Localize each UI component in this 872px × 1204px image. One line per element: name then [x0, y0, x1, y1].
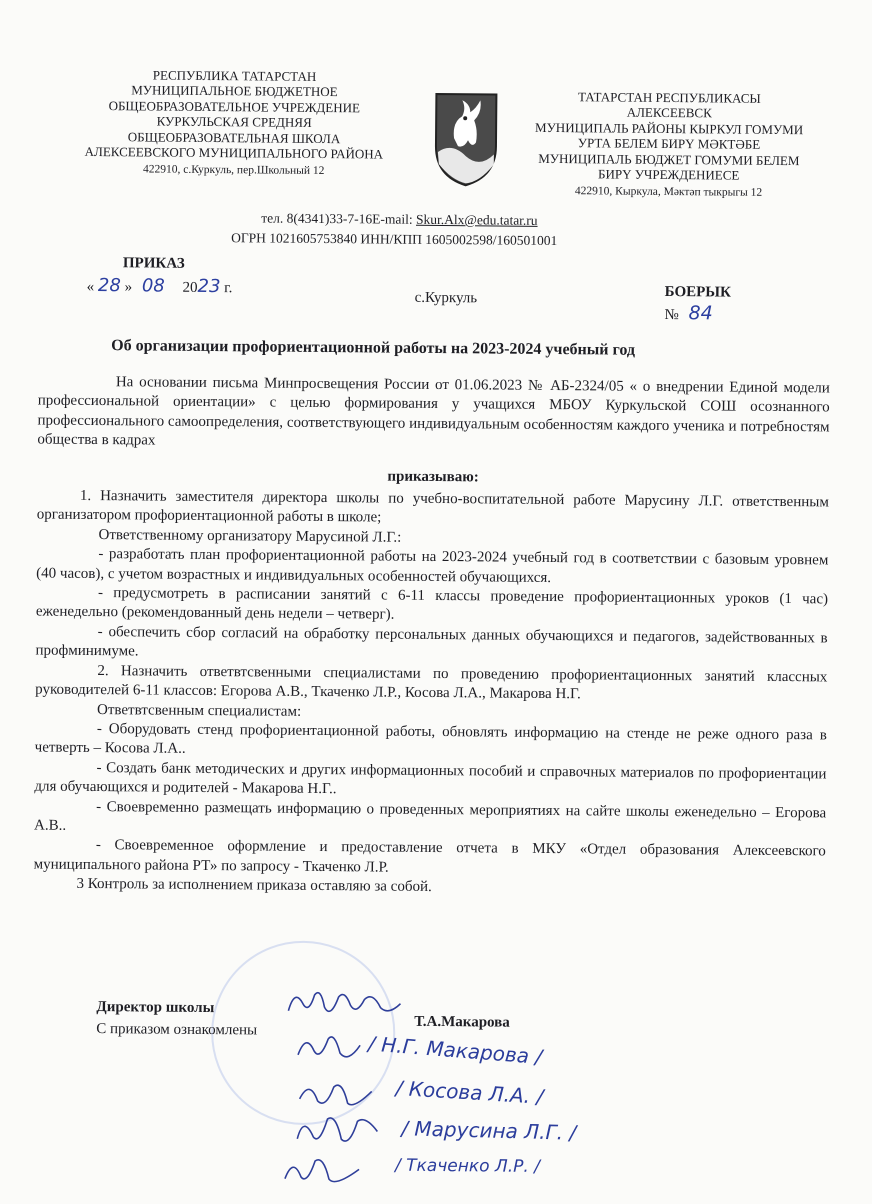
order-label-tt: БОЕРЫК — [664, 283, 732, 301]
signature-marusina: / Марусина Л.Г. / — [401, 1116, 577, 1145]
date-close-quote: » — [124, 279, 133, 296]
item-1: 1. Назначить заместителя директора школы по учебно-воспитательной работе Марусину Л.Г. ответственным организатором профориентационной работы в школе; — [36, 487, 829, 526]
intro-paragraph: На основании письма Минпросвещения России от 01.06.2023 № АБ-2324/05 « о внедрении Единой модели профессиональной ориентации» с целью формирования у учащихся МБОУ Куркульской СОШ осознанного профессионального самоопределения, соответствующего индивидуальным особенностям каждого ученика и потребностям общества в кадрах — [37, 374, 830, 449]
signature-scribble-3 — [291, 1111, 381, 1150]
director-name: Т.А.Макарова — [414, 1013, 510, 1031]
coat-of-arms-emblem — [432, 90, 501, 189]
item-1-b: - предусмотреть в расписании занятий с 6-11 классы проведение профориентационных уроков (1 час) еженедельно (рекомендованный день недели – четверг). — [35, 585, 829, 624]
contacts-email-link[interactable]: Skur.Alx@edu.tatar.ru — [415, 211, 538, 228]
item-2-d: - Своевременное оформление и предоставление отчета в МКУ «Отдел образования Алексеевского муниципального района РТ» по запросу - Ткаченко Л.Р. — [33, 837, 826, 876]
order-place: с.Куркуль — [414, 289, 478, 307]
header-right-address: 422910, Кыркула, Мәктәп тыкрыгы 12 — [574, 185, 763, 200]
header-right-line4: УРТА БЕЛЕМ БИРҮ МӘКТӘБЕ — [577, 135, 761, 153]
acquainted-label: С приказом ознакомлены — [96, 1021, 258, 1039]
contacts-ogrn: ОГРН 1021605753840 ИНН/КПП 1605002598/160501001 — [231, 230, 558, 249]
header-right-line1: ТАТАРСТАН РЕСПУБЛИКАСЫ — [577, 89, 761, 106]
signature-scribble-2 — [296, 1077, 376, 1112]
signature-scribble-4 — [279, 1153, 363, 1190]
item-1-a: - разработать план профориентационной работы на 2023-2024 учебный год в соответствии с базовым уровнем (40 часов), с учетом возрастных и индивидуальных особенностей обучающихся. — [36, 546, 829, 586]
item-2-a: - Оборудовать стенд профориентационной работы, обновлять информацию на стенде не реже одного раза в четверть – Косова Л.А.. — [34, 720, 827, 758]
item-1-c: - обеспечить сбор согласий на обработку персональных данных обучающихся и педагогов, задействованных в профминимуме. — [35, 623, 828, 660]
date-day: 28 — [97, 275, 121, 297]
header-right-line2: АЛЕКСЕЕВСК — [626, 105, 712, 121]
header-right-line3: МУНИЦИПАЛЬ РАЙОНЫ КЫРКУЛ ГОМУМИ — [535, 119, 804, 137]
order-number-value: 84 — [688, 302, 713, 325]
item-3: 3 Контроль за исполнением приказа оставляю за собой. — [76, 876, 432, 896]
header-right — [503, 89, 834, 203]
header-left — [64, 67, 405, 181]
document-title: Об организации профориентационной работы на 2023-2024 учебный год — [111, 337, 636, 359]
item-2: 2. Назначить ответвтсвенными специалистами по проведению профориентационных занятий классных руководителей 6-11 классов: Егорова А.В., Ткаченко Л.Р., Косова Л.А., Макарова Н.Г. — [35, 662, 828, 703]
document-body — [33, 373, 830, 901]
item-2-b: - Создать банк методических и других информационных пособий и справочных материалов по профориентации для обучающихся и родителей - Макарова Н.Г.. — [34, 759, 827, 798]
signature-kosova: / Косова Л.А. / — [395, 1075, 545, 1109]
decree-word: приказываю: — [387, 468, 479, 485]
number-sign: № — [664, 306, 679, 324]
contacts-phone-email — [261, 210, 537, 228]
header-left-line6: АЛЕКСЕЕВСКОГО МУНИЦИПАЛЬНОГО РАЙОНА — [84, 143, 384, 162]
item-2-sub: Ответвтсвенным специалистам: — [96, 701, 302, 720]
director-signature — [284, 985, 404, 1026]
item-1-sub: Ответственному организатору Марусиной Л.Г.: — [98, 526, 402, 546]
date-month: 08 — [141, 275, 165, 297]
order-number — [664, 302, 712, 324]
header-left-line1: РЕСПУБЛИКА ТАТАРСТАН — [152, 67, 317, 84]
header-left-line5: ОБЩЕОБРАЗОВАТЕЛЬНАЯ ШКОЛА — [127, 128, 341, 146]
header-right-line5: МУНИЦИПАЛЬ БЮДЖЕТ ГОМУМИ БЕЛЕМ — [538, 150, 800, 168]
header-left-line3: ОБЩЕОБРАЗОВАТЕЛЬНОЕ УЧРЕЖДЕНИЕ — [108, 97, 361, 116]
item-2-c: - Своевременно размещать информацию о проведенных мероприятиях на сайте школы еженедельно – Егорова А.В.. — [33, 798, 827, 834]
contacts-phone: тел. 8(4341)33-7-16E-mail: — [261, 210, 417, 227]
signature-scribble-1 — [294, 1031, 364, 1066]
header-right-line6: БИРҮ УЧРЕЖДЕНИЕСЕ — [597, 166, 740, 183]
header-left-line4: КУРКУЛЬСКАЯ СРЕДНЯЯ — [156, 113, 312, 131]
director-label: Директор школы — [96, 999, 215, 1017]
signature-tkachenko: / Ткаченко Л.Р. / — [394, 1155, 541, 1177]
header-left-address: 422910, с.Куркуль, пер.Школьный 12 — [142, 163, 325, 178]
signature-makarova: / Н.Г. Макарова / — [367, 1031, 544, 1069]
date-year-prefix: 20 — [182, 279, 198, 296]
order-label-ru: ПРИКАЗ — [122, 255, 185, 272]
date-suffix: г. — [224, 280, 233, 297]
date-open-quote: « — [86, 278, 95, 296]
header-left-line2: МУНИЦИПАЛЬНОЕ БЮДЖЕТНОЕ — [131, 82, 338, 100]
order-date — [87, 275, 233, 297]
date-year-suffix: 23 — [197, 275, 221, 298]
